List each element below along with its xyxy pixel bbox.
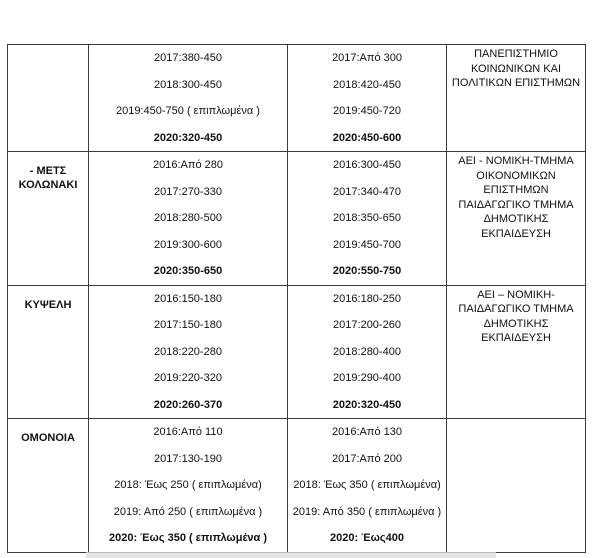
university-line: ΠΑΙΔΑΓΩΓΙΚΟ ΤΜΗΜΑ: [458, 198, 574, 211]
price-line: 2020:550-750: [332, 265, 402, 277]
price-cell-col-a: [89, 419, 288, 553]
price-line: 2016:300-450: [333, 159, 401, 171]
area-name: ΟΜΟΝΟΙΑ: [21, 432, 75, 444]
price-line: 2020: Έως 350 ( επιπλωμένα ): [108, 532, 268, 544]
table-row: [8, 419, 586, 553]
price-line: 2020: Έως400: [330, 532, 404, 544]
price-line: 2019: Από 250 ( επιπλωμένα ): [113, 505, 263, 518]
price-line: 2017:200-260: [333, 319, 401, 331]
price-line: 2020:320-450: [332, 398, 402, 411]
price-line: 2019:450-720: [333, 105, 401, 117]
price-line: 2018:350-650: [333, 212, 401, 224]
universities-cell: [447, 45, 586, 152]
university-line: ΟΙΚΟΝΟΜΙΚΩΝ: [476, 169, 556, 182]
price-line: 2019:220-320: [154, 372, 222, 384]
price-line: 2017:Από 200: [332, 452, 402, 465]
price-line: 2017:Από 300: [332, 52, 402, 64]
price-cell-col-a: [89, 152, 288, 286]
price-line: 2020:320-450: [153, 131, 223, 144]
area-cell: [8, 285, 89, 419]
price-line: 2017:130-190: [154, 452, 222, 465]
area-name: ΚΥΨΕΛΗ: [24, 298, 72, 311]
university-line: ΠΟΛΙΤΙΚΩΝ ΕΠΙΣΤΗΜΩΝ: [451, 77, 581, 89]
university-line: ΠΑΙΔΑΓΩΓΙΚΟ ΤΜΗΜΑ: [458, 303, 574, 315]
price-cell-col-b: [288, 419, 447, 553]
area-cell: [8, 419, 89, 553]
rent-prices-table: [7, 44, 586, 553]
price-cell-col-b: [288, 45, 447, 152]
price-line: 2020:350-650: [153, 265, 223, 277]
university-line: ΠΑΝΕΠΙΣΤΗΜΙΟ: [474, 48, 558, 60]
university-line: ΕΚΠΑΙΔΕΥΣΗ: [481, 227, 551, 240]
price-line: 2018:280-400: [333, 345, 401, 358]
price-line: 2016:180-250: [333, 292, 401, 305]
price-cell-col-a: [89, 45, 288, 152]
area-name: - ΜΕΤΣ ΚΟΛΩΝΑΚΙ: [18, 165, 78, 191]
university-line: ΔΗΜΟΤΙΚΗΣ: [483, 317, 549, 330]
price-line: 2019:450-700: [333, 238, 401, 251]
price-line: 2018: Έως 250 ( επιπλωμένα): [114, 479, 262, 491]
price-line: 2018: Έως 350 ( επιπλωμένα): [293, 479, 441, 491]
area-cell: [8, 152, 89, 286]
table-row: [8, 45, 586, 152]
area-cell: [8, 45, 89, 152]
price-line: 2020:260-370: [153, 398, 223, 411]
price-line: 2020:450-600: [332, 131, 402, 144]
price-line: 2017:340-470: [333, 185, 401, 198]
price-line: 2016:150-180: [154, 292, 222, 305]
horizontal-scrollbar[interactable]: [86, 552, 496, 558]
university-line: ΕΚΠΑΙΔΕΥΣΗ: [481, 332, 551, 344]
price-line: 2018:300-450: [154, 78, 222, 91]
table-row: [8, 152, 586, 286]
table-row: [8, 285, 586, 419]
price-line: 2018:280-500: [154, 212, 222, 224]
university-line: ΑΕΙ - ΝΟΜΙΚΗ-ΤΜΗΜΑ: [458, 155, 574, 167]
price-cell-col-a: [89, 285, 288, 419]
price-line: 2017:150-180: [154, 319, 222, 331]
price-line: 2018:220-280: [154, 345, 222, 358]
price-cell-col-b: [288, 152, 447, 286]
price-line: 2016:Από 280: [153, 159, 223, 171]
price-line: 2019:450-750 ( επιπλωμένα ): [116, 105, 260, 117]
price-line: 2019: Από 350 ( επιπλωμένα ): [292, 505, 442, 518]
university-line: ΔΗΜΟΤΙΚΗΣ: [483, 213, 549, 225]
price-line: 2017:270-330: [154, 185, 222, 198]
universities-cell: [447, 285, 586, 419]
price-line: 2018:420-450: [333, 78, 401, 91]
university-line: ΚΟΙΝΩΝΙΚΩΝ ΚΑΙ: [470, 62, 562, 75]
table-body: [8, 45, 586, 553]
price-line: 2016:Από 130: [332, 426, 402, 438]
university-line: ΑΕΙ – ΝΟΜΙΚΗ-: [477, 288, 555, 301]
university-line: ΕΠΙΣΤΗΜΩΝ: [483, 184, 549, 196]
price-line: 2019:300-600: [154, 238, 222, 251]
universities-cell: [447, 419, 586, 553]
price-line: 2017:380-450: [154, 52, 222, 64]
price-line: 2016:Από 110: [153, 426, 223, 438]
price-cell-col-b: [288, 285, 447, 419]
price-line: 2019:290-400: [333, 372, 401, 384]
universities-cell: [447, 152, 586, 286]
